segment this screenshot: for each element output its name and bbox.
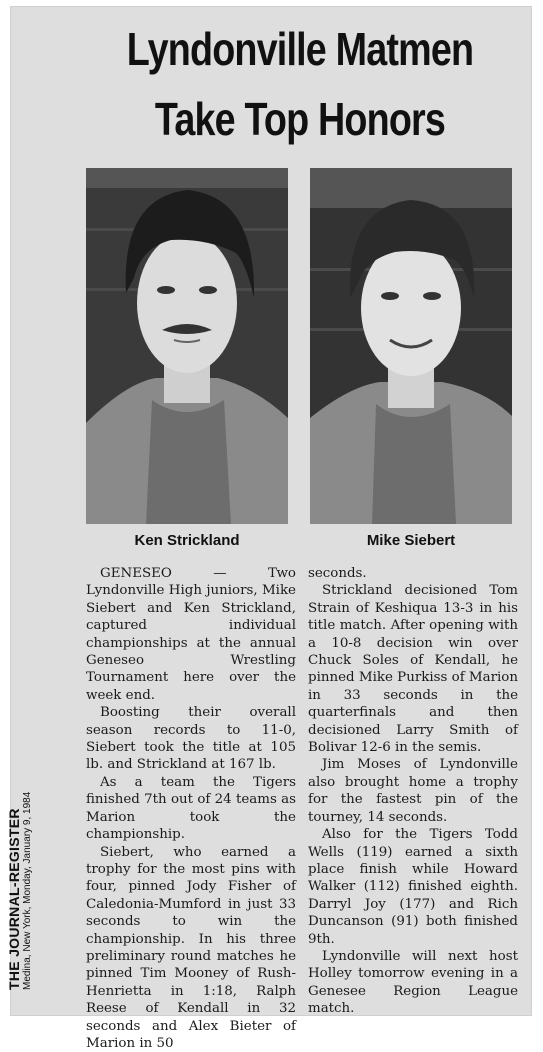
newspaper-name: THE JOURNAL-REGISTER xyxy=(6,792,22,990)
paragraph: Jim Moses of Lyndonville also brought home a trophy for the fastest pin of the tourney, 14 seconds. xyxy=(308,756,518,826)
paragraph: seconds. xyxy=(308,565,518,582)
paragraph: As a team the Tigers finished 7th out of 24 teams as Marion took the championship. xyxy=(86,774,296,844)
article-column-1 xyxy=(86,565,296,1052)
paragraph: Siebert, who earned a trophy for the most pins with four, pinned Jody Fisher of Caledonia-Mumford in just 33 seconds to win the championship. In his three preliminary round matches he pinned Tim Mooney of Rush-Henrietta in 1:18, Ralph Reese of Kendall in 32 seconds and Alex Bieter of Marion in 50 xyxy=(86,844,296,1052)
caption-photo-1: Ken Strickland xyxy=(86,532,288,549)
caption-photo-2: Mike Siebert xyxy=(310,532,512,549)
photo-mike-siebert xyxy=(310,168,512,524)
article-column-2 xyxy=(308,565,518,1018)
newspaper-dateline: Medina, New York, Monday, January 9, 1984 xyxy=(22,792,33,990)
paragraph: Also for the Tigers Todd Wells (119) earned a sixth place finish while Howard Walker (112) finished eighth. Darryl Joy (177) and Rich Duncanson (91) both finished 9th. xyxy=(308,826,518,948)
paragraph: GENESEO — Two Lyndonville High juniors, Mike Siebert and Ken Strickland, captured individual championships at the annual Geneseo Wrestling Tournament here over the week end. xyxy=(86,565,296,704)
paragraph: Strickland decisioned Tom Strain of Keshiqua 13-3 in his title match. After opening with a 10-8 decision win over Chuck Soles of Kendall, he pinned Mike Purkiss of Marion in 33 seconds in the quarterfinals and then decisioned Larry Smith of Bolivar 12-6 in the semis. xyxy=(308,582,518,756)
photo-ken-strickland xyxy=(86,168,288,524)
headline-line-2: Take Top Honors xyxy=(103,92,497,146)
headline-line-1: Lyndonville Matmen xyxy=(103,22,497,76)
newspaper-sidebar xyxy=(6,792,33,990)
paragraph: Boosting their overall season records to 11-0, Siebert took the title at 105 lb. and Strickland at 167 lb. xyxy=(86,704,296,774)
paragraph: Lyndonville will next host Holley tomorrow evening in a Genesee Region League match. xyxy=(308,948,518,1018)
